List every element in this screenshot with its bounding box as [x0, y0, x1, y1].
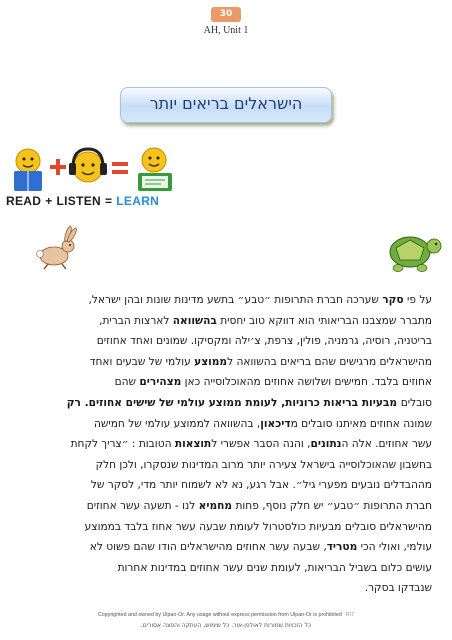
text-segment: שנבדקו בסקר.	[364, 582, 432, 595]
text-segment: לנו - תשעה עשר אחוזים	[86, 499, 199, 512]
text-segment: הטובות : ״צריך לקחת	[70, 438, 175, 451]
text-segment: לארצות הברית,	[99, 314, 173, 327]
article-line	[22, 414, 432, 435]
read-listen-learn-icons	[6, 143, 191, 195]
text-segment: אחוזים בלבד. חמישים ושלושה אחוזים מהאוכלוסייה כאן	[181, 376, 432, 389]
vocab-word: דיכאון	[260, 417, 291, 430]
read-person-icon	[14, 149, 42, 191]
article-line	[22, 537, 432, 558]
learn-word: LEARN	[116, 194, 160, 208]
vocab-word: ממוצע	[194, 355, 228, 368]
learn-person-icon	[138, 148, 172, 191]
text-segment: על פי	[403, 294, 432, 306]
listen-headphones-icon	[69, 149, 107, 182]
text-segment: חברת התרופות ״טבע״ יש חלק נוסף, פחות	[232, 499, 432, 512]
plus-sign-icon	[50, 159, 66, 175]
text-segment: בריטניה, רוסיה, גרמניה, פולין, צרפת, צ׳ילה ומקסיקו. שמונים ואחד אחוזים	[96, 335, 432, 348]
text-segment: מתברר שמצבנו הבריאותי הוא דווקא טוב יחסית	[216, 314, 432, 327]
unit-label: AH, Unit 1	[203, 25, 249, 36]
article-line	[22, 372, 432, 393]
article-line	[22, 311, 432, 332]
text-segment: , בהשוואה לממוצע עולמי של חמישה	[93, 417, 261, 430]
article-line	[22, 331, 432, 352]
page-code: RI7	[345, 612, 355, 618]
vocab-word: מבעיות בריאות כרוניות, לעומת ממוצע עולמי של שישים אחוזים. רק	[66, 396, 401, 409]
footer-copyright-he: כל הזכויות שמורות לאולפן-אור. כל שימוש, העתקה והפצה אסורים.	[140, 622, 312, 629]
text-segment: מההבדלים נובעים מפערי גיל״. אבל רגע, נא לא לשמוח יותר מדי, לסקר של	[90, 479, 432, 492]
copyright-en-text: Copyrighted and owned by Ulpan-Or. Any usage without express permission from Ulpan-Or is prohibited	[97, 612, 342, 618]
equals-sign-icon	[112, 162, 128, 174]
article-line	[22, 475, 432, 496]
page-title: הישראלים בריאים יותר	[149, 94, 303, 113]
text-segment: עושים כלום בשביל הבריאות, לעומת שנים עשר אחוזים במדינות אחרות	[117, 561, 432, 574]
vocab-word: מחמיא	[198, 499, 233, 512]
read-listen-learn-caption	[6, 194, 159, 208]
text-segment: בחשבון שהאוכלוסייה בישראל צעירה יותר מרוב המדינות שנסקרו, ולכן חלק	[95, 458, 432, 471]
vocab-word: מטריד	[326, 541, 358, 554]
article-line	[22, 290, 432, 311]
text-segment: , והנה הסבר אפשרי ל	[211, 438, 311, 451]
read-word: READ	[6, 194, 42, 208]
turtle-icon	[382, 228, 444, 274]
plus-text: +	[45, 194, 53, 208]
text-segment: סובלים	[400, 396, 432, 409]
text-segment: מהישראלים מרגישים שהם בריאים בהשוואה ל	[227, 355, 432, 368]
footer-copyright-en	[0, 612, 452, 618]
article-line	[22, 517, 432, 538]
article-line	[22, 393, 432, 414]
vocab-word: בהשוואה	[172, 314, 217, 327]
vocab-word: מצהירים	[139, 376, 182, 389]
article-text	[22, 290, 432, 599]
text-segment: עולמי של שבעים ואחד	[89, 355, 195, 368]
text-segment: , שבעה עשר אחוזים מהישראלים הודו שהם פשוט לא	[89, 541, 327, 554]
article-line	[22, 434, 432, 455]
article-line	[22, 455, 432, 476]
title-banner	[120, 87, 332, 123]
text-segment: עשר אחוזים. אלה ה	[341, 438, 432, 451]
article-line	[22, 558, 432, 579]
equals-text: =	[104, 194, 113, 208]
article-line	[22, 352, 432, 373]
text-segment: מהישראלים סובלים מבעיות כולסטרול לעומת שבעה עשר אחוז בלבד בממוצע	[84, 520, 432, 533]
listen-word: LISTEN	[56, 194, 101, 208]
vocab-word: תוצאות	[174, 438, 212, 451]
vocab-word: סקר	[382, 294, 404, 306]
text-segment: שמונה אחוזים מאיתנו סובלים מ	[290, 417, 432, 430]
text-segment: עולמי, ואולי הכי	[357, 541, 432, 554]
article-line	[22, 578, 432, 599]
page-number-badge: 30	[211, 7, 241, 22]
vocab-word: נתונים	[310, 438, 342, 451]
article-line	[22, 496, 432, 517]
text-segment: שערכה חברת התרופות ״טבע״ בתשע מדינות שונות ובהן ישראל,	[88, 294, 383, 306]
rabbit-icon	[30, 226, 82, 270]
text-segment: שהם	[114, 376, 140, 389]
